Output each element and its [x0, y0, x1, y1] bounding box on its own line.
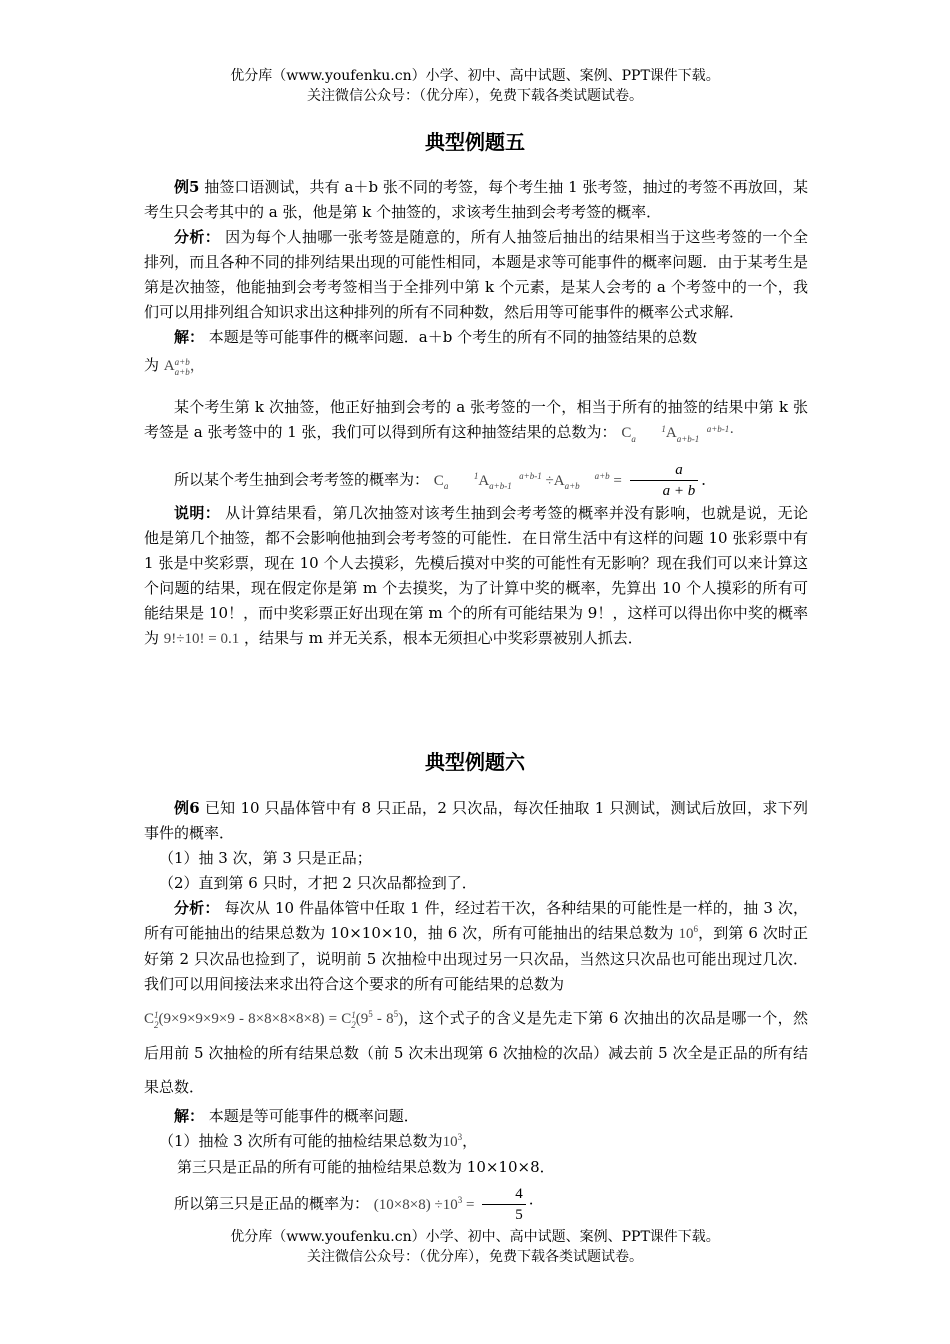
solution-6-step-2: 第三只是正品的所有可能的抽检结果总数为 10×10×8． [177, 1158, 555, 1176]
permutation-formula: Aa+b a+b， [163, 356, 205, 377]
combination-permutation-formula: C 1 a A a+b-1 a+b-1 · [621, 423, 735, 444]
fraction-numerator: a [630, 460, 699, 481]
fraction-denominator: a + b [662, 483, 696, 499]
step-3-text: 所以第三只是正品的概率为： [174, 1194, 370, 1213]
section-6-body [144, 796, 808, 1225]
question-1: （1）抽 3 次，第 3 只是正品； [159, 849, 372, 867]
analysis-6-text-2: ，到第 6 次时正好第 2 只次品也捡到了，说明前 5 次抽检中出现过另一只次品，当然这只次品也可能出现过几次．我们可以用间接法来求出符合这个要求的所有可能结果的总数为 [144, 924, 808, 993]
section-title-6: 典型例题六 [425, 750, 525, 774]
solution-5-total [144, 350, 808, 381]
footer-line-2: 关注微信公众号：（优分库），免费下载各类试题试卷。 [307, 1249, 643, 1265]
analysis-5-text: 因为每个人抽哪一张考签是随意的，所有人抽签后抽出的结果相当于这些考签的一个全排列，而且各种不同的排列结果出现的可能性相同，本题是求等可能事件的概率问题．由于某考生是第是次抽签，他能抽到会考考签相当于全排列中第 k 个元素，是某人会考的 a 个考签中的一个，我们可以用排列组合知识求出这种排列的所有不同种数，然后用等可能事件的概率公式求解． [144, 228, 808, 321]
step-3-numerator: 4 [482, 1184, 526, 1205]
example-6-text: 已知 10 只晶体管中有 8 只正品，2 只次品，每次任抽取 1 只测试，测试后放回，求下列事件的概率． [144, 799, 808, 842]
header-line-2: 关注微信公众号：（优分库），免费下载各类试题试卷。 [307, 88, 643, 104]
probability-formula: C 1 a A a+b-1 a+b-1 ÷A a+b a+b = [433, 471, 622, 492]
solution-6-label: 解： [174, 1107, 205, 1125]
analysis-5-label: 分析： [174, 228, 221, 246]
para-2 [144, 395, 808, 446]
ten-power-six: $10^6$ [678, 924, 699, 942]
analysis-6-label: 分析： [174, 899, 220, 917]
solution-5-text: 本题是等可能事件的概率问题．a＋b 个考生的所有不同的抽签结果的总数 [208, 328, 698, 346]
example-6-paragraph [144, 796, 808, 846]
example-5-paragraph [144, 175, 808, 225]
example-6-label: 例6 [174, 799, 200, 817]
analysis-6-formula-line [144, 1001, 808, 1104]
step-1-text: （1）抽检 3 次所有可能的抽检结果总数为 [159, 1132, 443, 1150]
para-2-text: 某个考生第 k 次抽签，他正好抽到会考的 a 张考签的一个，相当于所有的抽签的结果中第 k 张考签是 a 张考签中的 1 张，我们可以得到所有这种抽签结果的总数为： [144, 398, 808, 441]
para-3: 所以某个考生抽到会考考签的概率为： C 1 a A a+b-1 a+b-1 ÷A a+b a+b = $\frac{a}{a + b}$ ． [174, 462, 717, 499]
solution-6-text: 本题是等可能事件的概率问题． [208, 1107, 419, 1125]
solution-6-step-1 [144, 1129, 808, 1155]
para-3-text: 所以某个考生抽到会考考签的概率为： [174, 470, 430, 489]
step-1-end: ， [462, 1132, 478, 1150]
solution-5-label: 解： [174, 328, 205, 346]
step-3-fraction [482, 1184, 526, 1225]
note-5-paragraph [144, 501, 808, 652]
ten-power-three: $10^3$ [442, 1132, 463, 1150]
step-3-formula: $(10\times 8\times 8) \div 10^3$ = [373, 1194, 475, 1213]
page-header [0, 66, 950, 106]
footer-line-1: 优分库（www.youfenku.cn）小学、初中、高中试题、案例、PPT课件下载。 [230, 1229, 720, 1245]
solution-5-wei: 为 [144, 356, 160, 374]
solution-5-paragraph [144, 325, 808, 350]
analysis-5-paragraph [144, 225, 808, 325]
probability-fraction [630, 460, 699, 501]
note-5-label: 说明： [174, 504, 221, 522]
example-5-text: 抽签口语测试，共有 a＋b 张不同的考签，每个考生抽 1 张考签，抽过的考签不再放回，某考生只会考其中的 a 张，他是第 k 个抽签的，求该考生抽到会考考签的概率． [144, 178, 808, 221]
solution-6-paragraph [144, 1104, 808, 1129]
question-2: （2）直到第 6 只时，才把 2 只次品都捡到了． [159, 874, 477, 892]
note-5-formula: 9!÷10! = 0.1 [163, 631, 240, 647]
note-5-end: ，结果与 m 并无关系，根本无须担心中奖彩票被别人抓去． [244, 629, 643, 647]
analysis-6-paragraph [144, 896, 808, 997]
section-title-5: 典型例题五 [425, 130, 525, 154]
example-5-label: 例5 [174, 178, 200, 196]
big-combination-formula: C1 2(9×9×9×9×9 - 8×8×8×8×8) = C1 $2(9^5 - 8^5)$ [144, 1009, 404, 1030]
solution-6-step-3: 所以第三只是正品的概率为： $(10\times 8\times 8) \div 10^3$ = $\frac{4}{5}$ · [174, 1186, 534, 1223]
analysis-6-text-3: ，这个式子的含义是先走下第 6 次抽出的次品是哪一个，然后用前 5 次抽检的所有结果总数（前 5 次未出现第 6 次抽检的次品）减去前 5 次全是正品的所有结果总数． [144, 1009, 809, 1096]
page-footer [0, 1227, 950, 1267]
step-3-denominator: 5 [515, 1207, 523, 1223]
analysis-6-text: 每次从 10 件晶体管中任取 1 件，经过若干次，各种结果的可能性是一样的，抽 3 次，所有可能抽出的结果总数为 10×10×10，抽 6 次，所有可能抽出的结果总数为 [144, 899, 808, 942]
section-5-body [144, 175, 808, 652]
header-line-1: 优分库（www.youfenku.cn）小学、初中、高中试题、案例、PPT课件下载。 [230, 68, 720, 84]
note-5-text: 从计算结果看，第几次抽签对该考生抽到会考考签的概率并没有影响，也就是说，无论他是第几个抽签，都不会影响他抽到会考考签的可能性．在日常生活中有这样的问题 10 张彩票中有 1 张是中奖彩票，现在 10 个人去摸彩，先模后摸对中奖的可能性有无影响？现在我们可以来计算这个问题的结果，现在假定你是第 m 个去摸奖，为了计算中奖的概率，先算出 10 个人摸彩的所有可能结果是 10！，而中奖彩票正好出现在第 m 个的所有可能结果为 9！，这样可以得出你中奖的概率为 [144, 504, 808, 647]
